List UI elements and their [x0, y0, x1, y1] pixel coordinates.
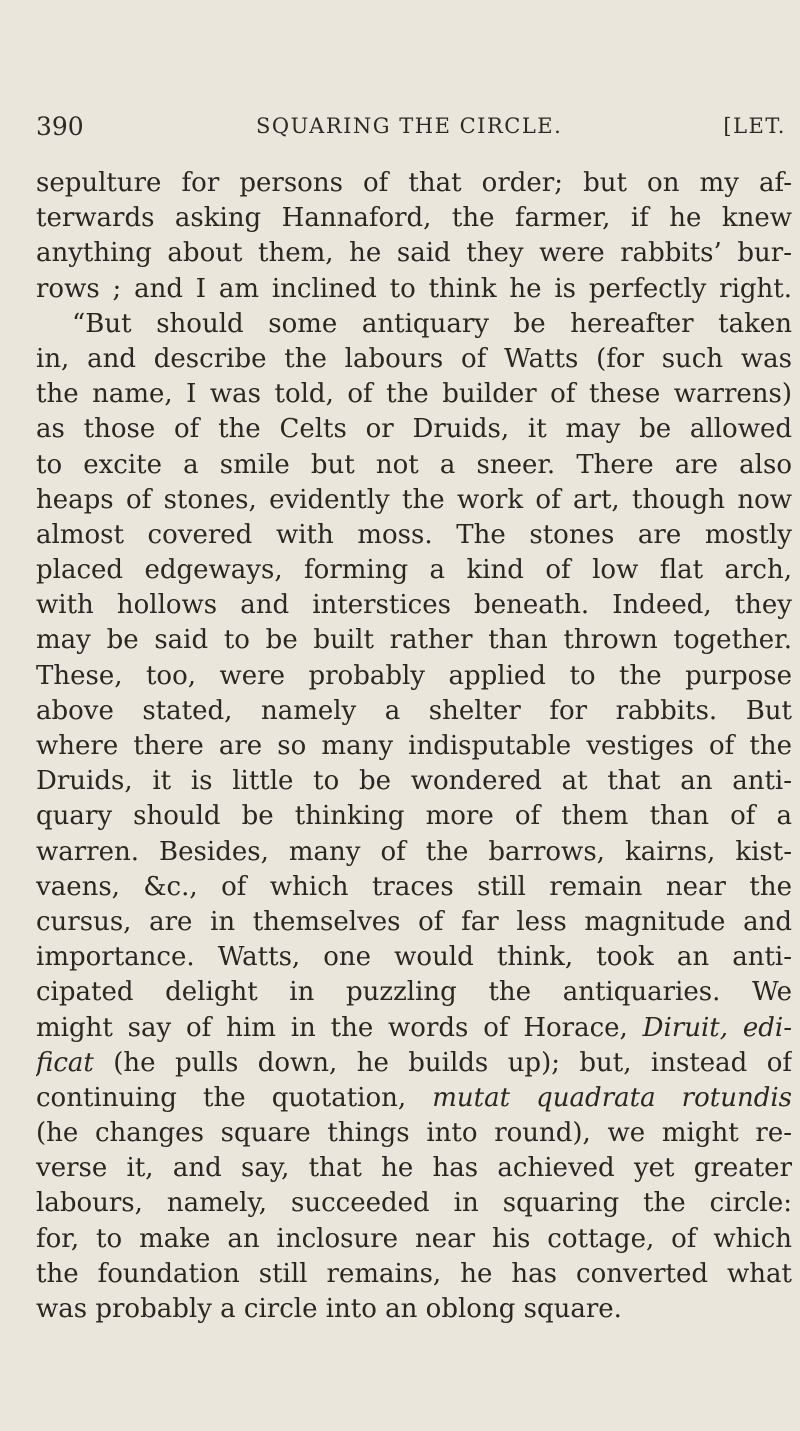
paragraph-start-line: “But should some antiquary be hereafter taken: [72, 308, 792, 339]
text-line: cursus, are in themselves of far less magnitude and: [36, 906, 792, 937]
text-segment: might say of him in the words of Horace,: [36, 1012, 643, 1043]
text-line: to excite a smile but not a sneer. There are also: [36, 449, 792, 480]
text-line: may be said to be built rather than thrown together.: [36, 625, 792, 656]
text-line-with-italic: [36, 1011, 792, 1046]
running-title: SQUARING THE CIRCLE.: [256, 114, 563, 138]
text-line: where there are so many indisputable vestiges of the: [36, 731, 792, 761]
text-line: warren. Besides, many of the barrows, kairns, kist-: [36, 836, 792, 867]
text-line: as those of the Celts or Druids, it may be allowed: [36, 414, 792, 445]
text-line: terwards asking Hannaford, the farmer, if he knew: [36, 203, 792, 234]
text-segment: (he pulls down, he builds up); but, instead of: [93, 1047, 792, 1078]
text-line: (he changes square things into round), we might re-: [36, 1118, 792, 1149]
text-line-with-italic: [36, 1081, 792, 1116]
text-line-with-italic: [36, 1046, 792, 1081]
text-line: with hollows and interstices beneath. Indeed, they: [36, 590, 792, 621]
page-number: 390: [36, 112, 84, 141]
text-line: vaens, &c., of which traces still remain near the: [36, 871, 792, 902]
text-line: importance. Watts, one would think, took an anti-: [36, 942, 792, 973]
text-line: heaps of stones, evidently the work of art, though now: [36, 484, 792, 515]
text-line: the foundation still remains, he has converted what: [36, 1258, 792, 1289]
paragraph-end-line: was probably a circle into an oblong square.: [36, 1294, 622, 1324]
text-line: for, to make an inclosure near his cottage, of which: [36, 1223, 792, 1254]
italic-latin-phrase: Diruit, edi-: [642, 1012, 792, 1043]
text-line: above stated, namely a shelter for rabbits. But: [36, 695, 792, 726]
text-line: verse it, and say, that he has achieved yet greater: [36, 1153, 792, 1184]
text-line: labours, namely, succeeded in squaring the circle:: [36, 1188, 792, 1219]
section-mark: [LET.: [723, 114, 786, 138]
text-line: anything about them, he said they were rabbits’ bur-: [36, 238, 792, 269]
running-head: [36, 112, 790, 146]
text-line: These, too, were probably applied to the purpose: [36, 660, 792, 691]
text-line: rows ; and I am inclined to think he is perfectly right.: [36, 273, 792, 304]
italic-latin-phrase: mutat quadrata rotundis: [432, 1082, 792, 1113]
text-line: quary should be thinking more of them than of a: [36, 801, 792, 832]
italic-latin-phrase: ficat: [36, 1047, 94, 1078]
text-line: cipated delight in puzzling the antiquaries. We: [36, 977, 792, 1008]
body-text: [36, 166, 792, 1327]
text-line: the name, I was told, of the builder of these warrens): [36, 379, 792, 410]
text-line: in, and describe the labours of Watts (for such was: [36, 343, 792, 374]
text-segment: continuing the quotation,: [36, 1082, 433, 1113]
text-line: placed edgeways, forming a kind of low flat arch,: [36, 555, 792, 586]
text-line: almost covered with moss. The stones are mostly: [36, 519, 792, 550]
text-line: Druids, it is little to be wondered at that an anti-: [36, 766, 792, 797]
text-line: sepulture for persons of that order; but on my af-: [36, 168, 792, 198]
